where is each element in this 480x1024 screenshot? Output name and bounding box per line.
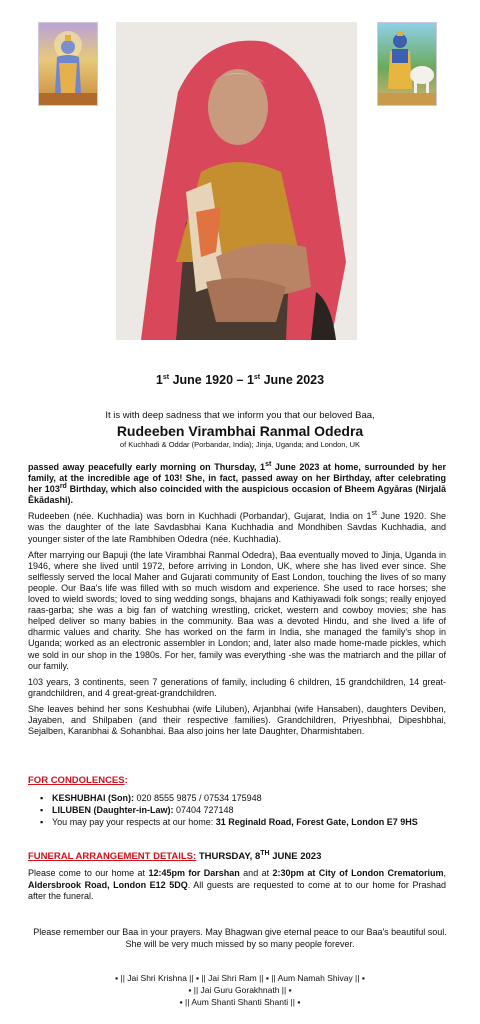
birth-rest: June 1920 – bbox=[169, 373, 247, 387]
crematorium-address: Aldersbrook Road, London E12 5DQ bbox=[28, 879, 188, 890]
portrait-photo bbox=[116, 22, 357, 340]
funeral-text-2: and at bbox=[239, 868, 273, 878]
condolences-heading bbox=[28, 775, 128, 786]
portrait-illustration bbox=[116, 22, 357, 340]
contact-keshubhai bbox=[40, 792, 460, 804]
prayer-line: ▪ || Jai Shri Krishna || ▪ || Jai Shri Ram || ▪ || Aum Namah Shivay || ▪ bbox=[115, 973, 365, 983]
contact-label: KESHUBHAI (Son): bbox=[52, 793, 134, 803]
contact-value: 07404 727148 bbox=[173, 805, 234, 815]
funeral-date-sup: TH bbox=[260, 849, 270, 857]
funeral-heading bbox=[28, 851, 321, 862]
home-label: You may pay your respects at our home: bbox=[52, 817, 216, 827]
passing-paragraph bbox=[28, 462, 446, 506]
intro-line: It is with deep sadness that we inform you that our beloved Baa, bbox=[105, 410, 375, 421]
passing-text-c: Birthday, which also coincided with the auspicious occasion of Bheem Agyāras (Nirjalā Ēkādashi). bbox=[28, 484, 446, 506]
birth-sup: st bbox=[371, 510, 377, 518]
left-deity-image bbox=[38, 22, 98, 106]
funeral-text-1: Please come to our home at bbox=[28, 868, 149, 878]
family-stats-paragraph: 103 years, 3 continents, seen 7 generations of family, including 6 children, 15 grandchildren, 14 great-grandchildren, and 4 great-great-grandchildren. bbox=[28, 676, 446, 698]
passing-text-a: passed away peacefully early morning on Thursday, 1 bbox=[28, 462, 266, 472]
right-deity-image bbox=[377, 22, 437, 106]
obituary-body bbox=[28, 462, 446, 742]
funeral-date-b: JUNE 2023 bbox=[269, 851, 322, 862]
death-day: 1 bbox=[246, 373, 254, 387]
birth-day: 1 bbox=[155, 373, 163, 387]
origin-line: of Kuchhadi & Oddar (Porbandar, India); Jinja, Uganda; and London, UK bbox=[119, 440, 361, 449]
contact-label: LILUBEN (Daughter-in-Law): bbox=[52, 805, 174, 815]
contact-liluben bbox=[40, 804, 460, 816]
crematorium-time: 2:30pm at City of London Crematorium bbox=[272, 868, 444, 878]
deceased-name: Rudeeben Virambhai Ranmal Odedra bbox=[116, 423, 364, 439]
krishna-illustration bbox=[378, 23, 436, 105]
passing-text-b: June 2023 at home, surrounded by her family, at the incredible age of 103! She, in fact, passed away on her Birthday, after celebrating her 103 bbox=[28, 462, 446, 495]
birth-text-b: June 1920. She was the daughter of the late Savdasbhai Kana Kuchhadia and Mondhiben Savdas Kuchhadia, and younger sister of the late Rambhiben Odedra (née. Kuchhadia). bbox=[28, 511, 446, 544]
birth-text-a: Rudeeben (née. Kuchhadia) was born in Kuchhadi (Porbandar), Gujarat, India on 1 bbox=[28, 511, 372, 522]
funeral-details bbox=[28, 868, 446, 903]
condolences-heading-text: FOR CONDOLENCES bbox=[28, 775, 125, 786]
survivors-paragraph: She leaves behind her sons Keshubhai (wife Liluben), Arjanbhai (wife Hansaben), daughters Deviben, Jayaben, and Shilpaben (and their respective families). Grandchildren, Priyeshbhai, Dipeshbhai, Sejalben, Karanbhai & Sohanbhai. Baa also joins her late Daughter, Dharmishtaben. bbox=[28, 703, 446, 737]
contact-value: 020 8555 9875 / 07534 175948 bbox=[134, 793, 262, 803]
darshan-time: 12:45pm for Darshan bbox=[148, 868, 240, 878]
funeral-date-a: THURSDAY, 8 bbox=[196, 851, 261, 862]
condolences-heading-colon: : bbox=[124, 775, 128, 786]
rama-illustration bbox=[39, 23, 97, 105]
death-day-suffix: st bbox=[253, 373, 261, 381]
life-paragraph: After marrying our Bapuji (the late Virambhai Ranmal Odedra), Baa eventually moved to Jinja, Uganda in 1946, where she lived until 1972, before arriving in London, UK, where she has lived ever since. She selflessly served the local Maher and Gujarati community of East London, touching the lives of so many people. Our Baa's life was filled with so much wisdom and experience. She used to race horses; she loved to wield swords; loved to sing wedding songs, bhajans and Kathiyawadi folk songs; really enjoyed raas-garba; she was a big fan of watching wrestling, cricket, western and cowboy movies; she has helped deliver so many babies in the community. Baa was a devoted Hindu, and she lived a life of dharmic values and charity. She has worked on the farm in India, she managed the family's shop in Uganda; worked as an electronic assembler in London; and, later also made home-made pickles, which we sold in our shop in the 1980s. For her, family was everything -she was the matriarch and the pillar of our family. bbox=[28, 549, 446, 671]
funeral-text-4: . All guests are requested to come at to our home for Prashad after the funeral. bbox=[28, 879, 446, 901]
prayer-lines bbox=[0, 972, 480, 1008]
passing-sup-b: rd bbox=[59, 483, 67, 491]
funeral-heading-text: FUNERAL ARRANGEMENT DETAILS: bbox=[28, 851, 197, 862]
death-rest: June 2023 bbox=[260, 373, 325, 387]
home-address: 31 Reginald Road, Forest Gate, London E7 9HS bbox=[215, 817, 418, 827]
passing-sup-a: st bbox=[265, 461, 272, 468]
prayer-line: ▪ || Aum Shanti Shanti Shanti || ▪ bbox=[179, 997, 301, 1007]
funeral-text-3: , bbox=[443, 868, 447, 878]
condolences-list bbox=[28, 792, 460, 828]
life-dates bbox=[0, 373, 480, 387]
birth-day-suffix: st bbox=[162, 373, 170, 381]
home-address-item bbox=[40, 816, 460, 828]
remember-paragraph: Please remember our Baa in your prayers. May Bhagwan give eternal peace to our Baa's beautiful soul. She will be very much missed by so many people forever. bbox=[33, 927, 447, 949]
birth-paragraph bbox=[28, 511, 446, 544]
prayer-line: ▪ || Jai Guru Gorakhnath || ▪ bbox=[188, 985, 292, 995]
